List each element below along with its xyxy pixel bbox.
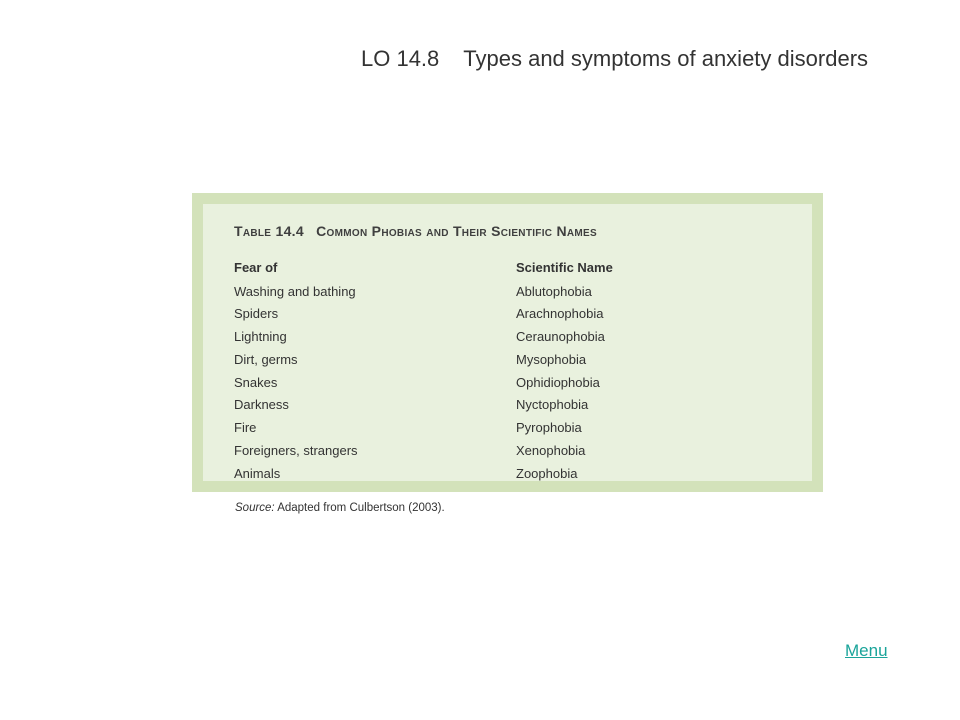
source-text: Adapted from Culbertson (2003). — [277, 502, 445, 514]
slide-title — [361, 46, 868, 72]
table-cell-fear: Washing and bathing — [234, 284, 356, 299]
column-header-fear: Fear of — [234, 260, 278, 275]
table-cell-scientific: Pyrophobia — [516, 420, 582, 435]
table-cell-fear: Dirt, germs — [234, 352, 298, 367]
table-cell-fear: Lightning — [234, 329, 287, 344]
table-title: Common Phobias and Their Scientific Names — [316, 223, 598, 239]
table-caption — [234, 223, 597, 239]
table-cell-scientific: Ophidiophobia — [516, 375, 600, 390]
table-cell-scientific: Nyctophobia — [516, 397, 589, 412]
table-cell-scientific: Mysophobia — [516, 352, 587, 367]
column-header-scientific-name: Scientific Name — [516, 260, 613, 275]
table-cell-fear: Spiders — [234, 306, 279, 321]
learning-objective-code: LO 14.8 — [361, 46, 440, 71]
menu-link[interactable]: Menu — [845, 641, 888, 660]
table-cell-fear: Snakes — [234, 375, 278, 390]
table-number: 14.4 — [275, 223, 304, 239]
table-cell-scientific: Zoophobia — [516, 466, 578, 481]
table-cell-fear: Foreigners, strangers — [234, 443, 358, 458]
phobia-table — [192, 193, 823, 492]
learning-objective-text: Types and symptoms of anxiety disorders — [463, 46, 869, 71]
table-cell-scientific: Ablutophobia — [516, 284, 592, 299]
source-note — [235, 502, 445, 514]
table-cell-fear: Darkness — [234, 397, 289, 412]
table-cell-scientific: Xenophobia — [516, 443, 586, 458]
source-label: Source: — [235, 502, 275, 514]
table-cell-scientific: Arachnophobia — [516, 306, 604, 321]
phobia-table-body — [203, 204, 812, 481]
table-cell-fear: Fire — [234, 420, 257, 435]
table-label: Table — [234, 223, 272, 239]
table-cell-scientific: Ceraunophobia — [516, 329, 605, 344]
table-cell-fear: Animals — [234, 466, 281, 481]
